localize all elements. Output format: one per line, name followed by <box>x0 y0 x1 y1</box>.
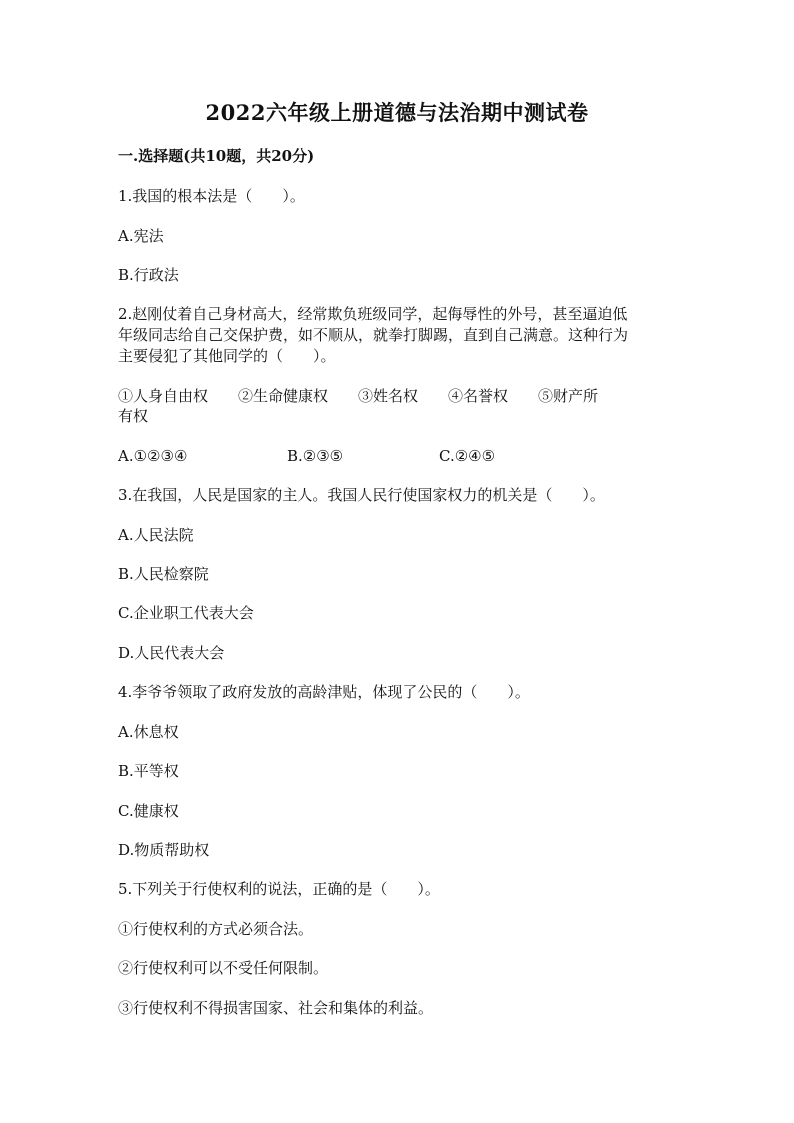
question-3-option-c: C.企业职工代表大会 <box>118 604 254 622</box>
question-2-items-line-1: ①人身自由权 ②生命健康权 ③姓名权 ④名誉权 ⑤财产所 <box>118 387 599 405</box>
question-4-option-a: A.休息权 <box>118 723 179 741</box>
question-4-option-b: B.平等权 <box>118 762 179 780</box>
question-3-stem: 3.在我国，人民是国家的主人。我国人民行使国家权力的机关是（ ）。 <box>118 486 605 504</box>
question-4-option-d: D.物质帮助权 <box>118 841 210 859</box>
question-4-option-c: C.健康权 <box>118 802 179 820</box>
question-2-stem-line-2: 年级同志给自己交保护费，如不顺从，就拳打脚踢，直到自己满意。这种行为 <box>118 326 629 344</box>
question-2-option-a: A.①②③④ <box>118 447 188 465</box>
question-5-statement-1: ①行使权利的方式必须合法。 <box>118 920 314 938</box>
question-2-items-line-2: 有权 <box>118 407 149 425</box>
question-1-stem: 1.我国的根本法是（ ）。 <box>118 187 305 205</box>
question-5-statement-2: ②行使权利可以不受任何限制。 <box>118 959 329 977</box>
question-2-option-c: C.②④⑤ <box>439 447 496 465</box>
question-1-option-b: B.行政法 <box>118 266 179 284</box>
question-2-stem-line-1: 2.赵刚仗着自己身材高大，经常欺负班级同学，起侮辱性的外号，甚至逼迫低 <box>118 305 628 323</box>
question-3-option-b: B.人民检察院 <box>118 565 209 583</box>
page-title: 2022六年级上册道德与法治期中测试卷 <box>205 100 589 125</box>
question-2-option-b: B.②③⑤ <box>287 447 344 465</box>
question-5-statement-3: ③行使权利不得损害国家、社会和集体的利益。 <box>118 999 434 1017</box>
section-heading: 一.选择题(共10题，共20分) <box>118 147 315 165</box>
question-2-stem-line-3: 主要侵犯了其他同学的（ ）。 <box>118 347 336 365</box>
question-5-stem: 5.下列关于行使权利的说法，正确的是（ ）。 <box>118 880 440 898</box>
question-4-stem: 4.李爷爷领取了政府发放的高龄津贴，体现了公民的（ ）。 <box>118 683 530 701</box>
question-1-option-a: A.宪法 <box>118 227 164 245</box>
question-3-option-d: D.人民代表大会 <box>118 644 225 662</box>
question-3-option-a: A.人民法院 <box>118 526 194 544</box>
